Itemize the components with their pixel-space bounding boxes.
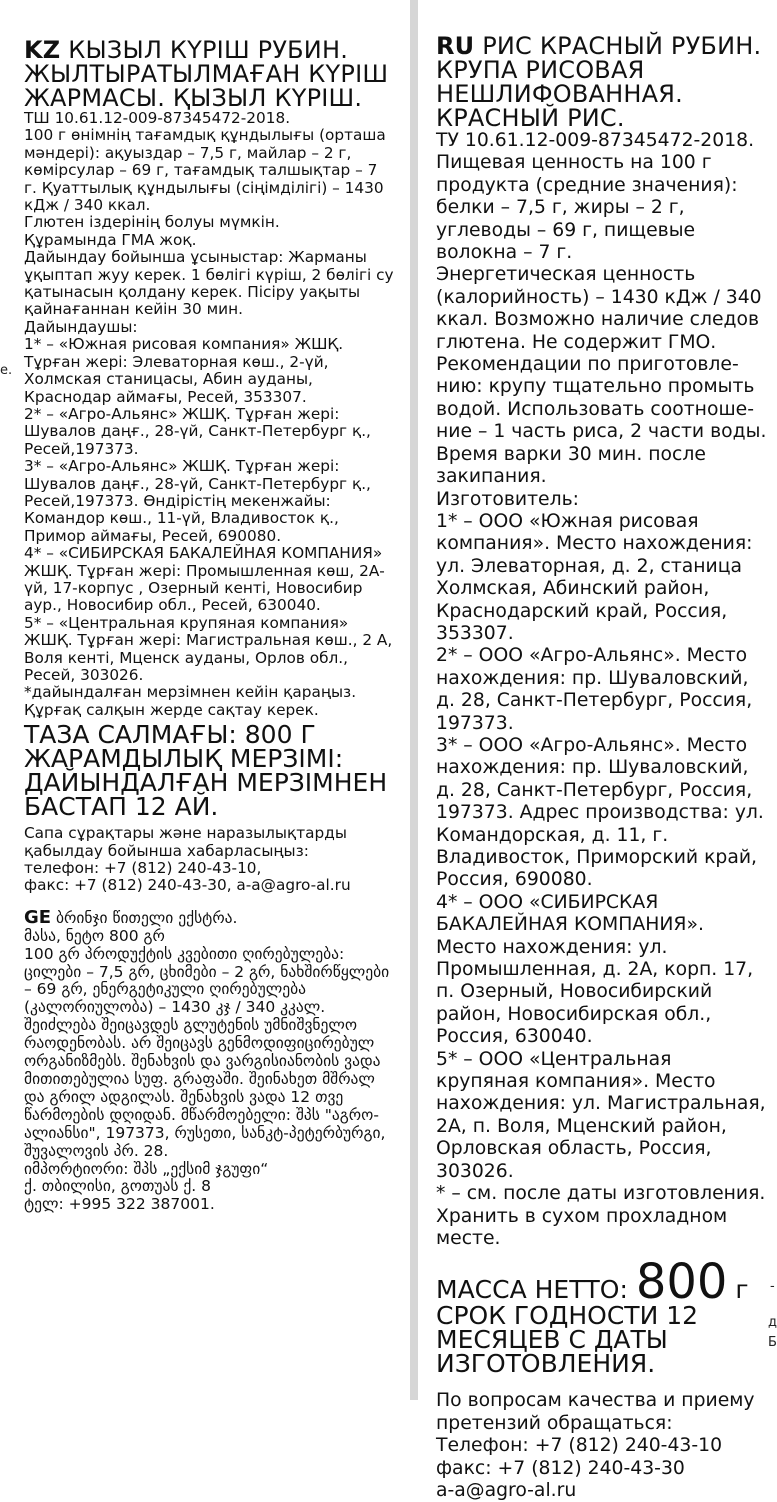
kz-fax: факс: +7 (812) 240-43-30, a-a@agro-al.ru [24,876,351,895]
kz-gmo: Құрамында ГМА жоқ. [24,230,197,249]
kz-note: *дайындалған мерзімнен кейін қараңыз. [24,683,357,702]
right-edge-letter-b: Б [768,1335,777,1350]
kz-maker-1: 1* – «Южная рисовая компания» ЖШҚ. Тұрған жері: Элеваторная көш., 2-үй, Холмская станицасы, Абин ауданы, Краснодар аймағы, Ресей, 353307. [24,335,344,406]
ru-prep: Рекомендации по приготовле-нию: крупу тщательно промыть водой. Использовать соотноше-ние – 1 часть риса, 2 части воды. Время варки 30 мин. после закипания. [436,354,767,488]
kz-phone: телефон: +7 (812) 240-43-10, [24,859,262,878]
left-edge-fragment: е. [0,363,13,378]
kz-prep: Дайындау бойынша ұсыныстар: Жарманы ұқыптап жуу керек. 1 бөлігі күріш, 2 бөлігі су қатынасын қолдану керек. Пісіру уақыты қайнағаннан кейін 30 мин. [24,248,394,319]
ru-maker-3: 3* – ООО «Агро-Альянс». Место нахождения: пр. Шуваловский, д. 28, Санкт-Петербург, Россия, 197373. Адрес производства: ул. Командорская, д. 11, г. Владивосток, Приморский край, Россия, 690080. [436,734,764,891]
ru-net-mass [436,1254,768,1311]
ge-address: ქ. თბილისი, გოთუას ქ. 8 [24,1177,212,1196]
ru-heading [436,34,768,130]
ge-importer: იმპორტიორი: შპს „ექსიმ ჯგუფი“ [24,1159,269,1178]
ru-maker-label: Изготовитель: [436,488,579,510]
ru-maker-2: 2* – ООО «Агро-Альянс». Место нахождения: пр. Шуваловский, д. 28, Санкт-Петербург, Россия, 197373. [436,645,753,734]
georgian-section [24,906,394,1214]
ru-tu: ТУ 10.61.12-009-87345472-2018. [436,130,755,151]
ru-lang-code: RU [436,32,475,60]
ge-net-mass: მასა, ნეტო 800 გრ [24,926,165,945]
ru-mass-value: 800 [635,1254,728,1311]
kz-heading [24,38,394,110]
ru-email: a-a@agro-al.ru [436,1479,577,1501]
ru-title: РИС КРАСНЫЙ РУБИН. КРУПА РИСОВАЯ НЕШЛИФОВАННАЯ. КРАСНЫЙ РИС. [436,32,762,132]
ru-fax: факс: +7 (812) 240-43-30 [436,1457,685,1479]
kazakh-column [24,0,394,1214]
ge-title: ბრინჯი წითელი ექსტრა. [56,908,238,927]
ru-maker-1: 1* – ООО «Южная рисовая компания». Место нахождения: ул. Элеваторная, д. 2, станица Холмская, Абинский район, Краснодарский край, Россия, 353307. [436,510,753,644]
ge-lang-code: GE [24,906,52,928]
ru-quality: По вопросам качества и приему претензий обращаться: [436,1390,755,1434]
ru-mass-label: МАССА НЕТТО: [436,1275,628,1305]
russian-column [436,0,768,1502]
kz-maker-label: Дайындаушы: [24,317,138,336]
kz-net-mass: ТАЗА САЛМАҒЫ: 800 Г [24,720,316,750]
kz-maker-5: 5* – «Центральная крупяная компания» ЖШҚ. Тұрған жері: Магистральная көш., 2 А, Воля кенті, Мценск ауданы, Орлов обл., Ресей, 303026. [24,613,393,684]
kz-nutrition: 100 г өнімнің тағамдық құндылығы (орташа мәндері): ақуыздар – 7,5 г, майлар – 2 г, көмірсулар – 69 г, тағамдық талшықтар – 7 г. Қуаттылық құндылығы (сіңімділігі) – 1430 кДж / 340 ккал. [24,126,386,215]
right-edge-dash: - [770,1279,775,1294]
kz-gluten: Глютен іздерінің болуы мүмкін. [24,213,280,232]
ru-note: * – см. после даты изготовления. [436,1183,766,1205]
kz-maker-2: 2* – «Агро-Альянс» ЖШҚ. Тұрған жері: Шувалов даңғ., 28-үй, Санкт-Петербург қ., Ресей,197373. [24,404,371,458]
kz-shelf-life: ЖАРАМДЫЛЫҚ МЕРЗІМІ: ДАЙЫНДАЛҒАН МЕРЗІМНЕН БАСТАП 12 АЙ. [24,744,388,822]
ru-maker-4: 4* – ООО «СИБИРСКАЯ БАКАЛЕЙНАЯ КОМПАНИЯ». Место нахождения: ул. Промышленная, д. 2А, корп. 17, п. Озерный, Новосибирский район, Новосибирская обл., Россия, 630040. [436,891,754,1048]
column-divider [410,0,418,1400]
ge-phone: ტელ: +995 322 387001. [24,1195,215,1214]
ge-body: 100 გრ პროდუქტის კვებითი ღირებულება: ცილები – 7,5 გრ, ცხიმები – 2 გრ, ნახშირწყლები – 69 გრ, ენერგეტიკული ღირებულება (კალორიულობა) – 1430 კჯ / 340 კკალ. შეიძლება შეიცავდეს გლუტენის უმნიშვნელო რაოდენობას. არ შეიცავს გენმოდიფიცირებულ ორგანიზმებს. შენახვის და ვარგისიანობის ვადა მითითებულია სუფ. გრაფაში. შეინახეთ მშრალ და გრილ ადგილას. შენახვის ვადა 12 თვე წარმოების დღიდან. მწარმოებელი: შპს "აგრო-ალიანსი", 197373, რუსეთი, სანკტ-პეტერბურგი, შუვალოვის პრ. 28. [24,944,390,1160]
kz-lang-code: KZ [24,36,61,64]
ru-energy: Энергетическая ценность (калорийность) – 1430 кДж / 340 ккал. Возможно наличие следов глютена. Не содержит ГМО. [436,264,762,353]
ge-heading [24,906,394,928]
ru-phone: Телефон: +7 (812) 240-43-10 [436,1435,723,1457]
kz-maker-4: 4* – «СИБИРСКАЯ БАКАЛЕЙНАЯ КОМПАНИЯ» ЖШҚ. Тұрған жері: Промышленная көш, 2А-үй, 17-корпус , Озерный кенті, Новосибир аур., Новосибир обл., Ресей, 630040. [24,544,385,615]
ru-mass-unit: г [735,1275,749,1305]
ru-maker-5: 5* – ООО «Центральная крупяная компания». Место нахождения: ул. Магистральная, 2А, п. Воля, Мценский район, Орловская область, Россия, 303026. [436,1048,766,1182]
right-edge-letter-d: д [768,1315,777,1330]
kz-title: КЫЗЫЛ КҮРІШ РУБИН. ЖЫЛТЫРАТЫЛМАҒАН КҮРІШ ЖАРМАСЫ. ҚЫЗЫЛ КҮРІШ. [24,36,389,112]
kz-tu: ТШ 10.61.12-009-87345472-2018. [24,109,291,127]
ru-shelf-life: СРОК ГОДНОСТИ 12 МЕСЯЦЕВ С ДАТЫ ИЗГОТОВЛЕНИЯ. [436,1301,699,1379]
kz-quality: Сапа сұрақтары және наразылықтарды қабылдау бойынша хабарласыңыз: [24,824,347,860]
ru-storage: Хранить в сухом прохладном месте. [436,1205,728,1249]
kz-storage: Құрғақ салқын жерде сақтау керек. [24,700,319,719]
kz-maker-3: 3* – «Агро-Альянс» ЖШҚ. Тұрған жері: Шувалов даңғ., 28-үй, Санкт-Петербург қ., Ресей,197373. Өндірістің мекенжайы: Командор көш., 11-үй, Владивосток қ., Примор аймағы, Ресей, 690080. [24,457,371,545]
ru-nutrition: Пищевая ценность на 100 г продукта (средние значения): белки – 7,5 г, жиры – 2 г, углеводы – 69 г, пищевые волокна – 7 г. [436,152,738,264]
